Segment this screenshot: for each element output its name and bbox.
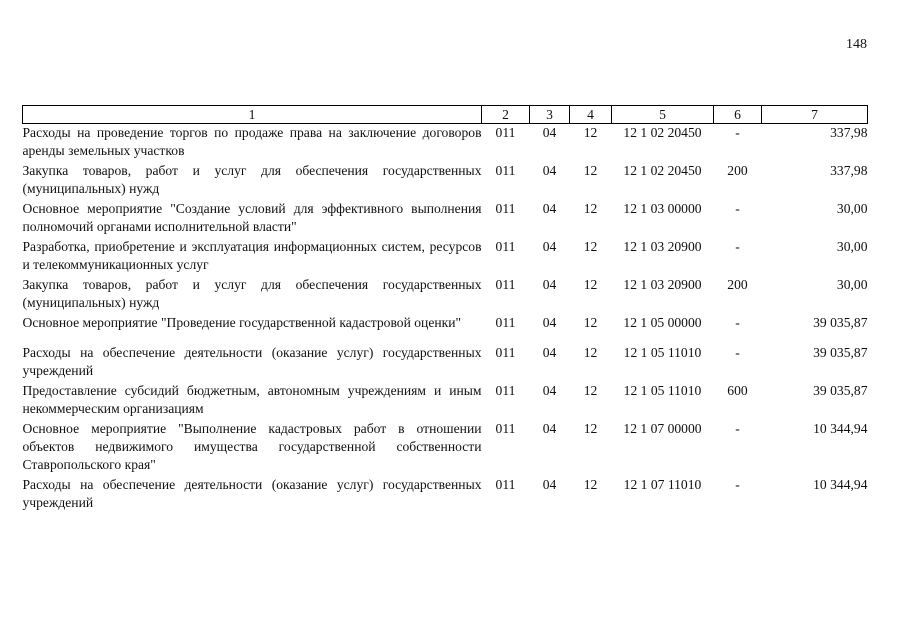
column-header-5: 5 — [612, 106, 714, 124]
row-amount: 10 344,94 — [813, 421, 868, 436]
row-amount: 39 035,87 — [813, 315, 868, 330]
row-code-4: 12 — [583, 315, 598, 330]
row-code-2: 011 — [495, 421, 516, 436]
row-code-5: 12 1 05 11010 — [623, 345, 702, 360]
row-code-2: 011 — [495, 345, 516, 360]
row-amount: 39 035,87 — [813, 345, 868, 360]
column-header-4: 4 — [570, 106, 612, 124]
row-code-4: 12 — [583, 345, 598, 360]
row-code-5: 12 1 07 11010 — [623, 477, 702, 492]
row-code-4: 12 — [583, 239, 598, 254]
row-name: Основное мероприятие "Выполнение кадастровых работ в отношении объектов недвижимого имущества государственной собственности Ставропольского края" — [22, 421, 482, 472]
page-number: 148 — [846, 37, 867, 52]
row-amount: 30,00 — [836, 239, 868, 254]
row-amount: 30,00 — [836, 277, 868, 292]
column-header-1: 1 — [23, 106, 482, 124]
row-code-3: 04 — [542, 383, 557, 398]
row-amount: 30,00 — [836, 201, 868, 216]
row-name: Основное мероприятие "Создание условий для эффективного выполнения полномочий органами исполнительной власти" — [22, 201, 482, 234]
row-name: Расходы на проведение торгов по продаже права на заключение договоров аренды земельных участков — [22, 125, 482, 158]
row-code-5: 12 1 05 11010 — [623, 383, 702, 398]
row-code-2: 011 — [495, 163, 516, 178]
row-code-5: 12 1 02 20450 — [623, 163, 702, 178]
row-code-2: 011 — [495, 277, 516, 292]
row-code-4: 12 — [583, 163, 598, 178]
row-code-5: 12 1 07 00000 — [623, 421, 702, 436]
column-header-6: 6 — [714, 106, 762, 124]
row-code-4: 12 — [583, 477, 598, 492]
table-row — [23, 420, 868, 476]
column-header-7: 7 — [762, 106, 868, 124]
column-header-2: 2 — [482, 106, 530, 124]
row-name: Расходы на обеспечение деятельности (оказание услуг) государственных учреждений — [22, 477, 482, 510]
row-name: Предоставление субсидий бюджетным, автономным учреждениям и иным некоммерческим организациям — [22, 383, 482, 416]
row-amount: 337,98 — [830, 163, 868, 178]
row-amount: 39 035,87 — [813, 383, 868, 398]
row-code-3: 04 — [542, 125, 557, 140]
row-code-6: 200 — [727, 163, 748, 178]
table-row — [23, 476, 868, 514]
row-code-3: 04 — [542, 315, 557, 330]
row-code-2: 011 — [495, 125, 516, 140]
row-code-6: - — [735, 315, 740, 330]
row-code-5: 12 1 05 00000 — [623, 315, 702, 330]
row-code-3: 04 — [542, 163, 557, 178]
row-name: Разработка, приобретение и эксплуатация информационных систем, ресурсов и телекоммуникационных услуг — [22, 239, 482, 272]
table-row — [23, 314, 868, 334]
row-code-6: - — [735, 125, 740, 140]
row-code-6: 600 — [727, 383, 748, 398]
row-code-6: - — [735, 477, 740, 492]
row-code-3: 04 — [542, 239, 557, 254]
table-row — [23, 124, 868, 163]
row-code-5: 12 1 03 00000 — [623, 201, 702, 216]
row-code-6: - — [735, 239, 740, 254]
column-header-3: 3 — [530, 106, 570, 124]
row-code-4: 12 — [583, 383, 598, 398]
row-code-2: 011 — [495, 383, 516, 398]
row-name: Закупка товаров, работ и услуг для обеспечения государственных (муниципальных) нужд — [22, 277, 482, 310]
row-code-6: - — [735, 345, 740, 360]
row-amount: 10 344,94 — [813, 477, 868, 492]
row-code-3: 04 — [542, 277, 557, 292]
row-code-2: 011 — [495, 239, 516, 254]
table-row — [23, 238, 868, 276]
budget-table — [22, 105, 868, 514]
row-name: Основное мероприятие "Проведение государственной кадастровой оценки" — [22, 315, 462, 330]
row-code-4: 12 — [583, 421, 598, 436]
table-row — [23, 200, 868, 238]
table-row — [23, 162, 868, 200]
table-header-row — [23, 106, 868, 124]
row-code-2: 011 — [495, 477, 516, 492]
row-code-5: 12 1 03 20900 — [623, 239, 702, 254]
row-code-2: 011 — [495, 201, 516, 216]
row-name: Расходы на обеспечение деятельности (оказание услуг) государственных учреждений — [22, 345, 482, 378]
table-row — [23, 276, 868, 314]
row-code-4: 12 — [583, 125, 598, 140]
row-code-3: 04 — [542, 477, 557, 492]
row-code-3: 04 — [542, 421, 557, 436]
row-code-6: - — [735, 421, 740, 436]
table-row — [23, 334, 868, 382]
row-name: Закупка товаров, работ и услуг для обеспечения государственных (муниципальных) нужд — [22, 163, 482, 196]
row-code-3: 04 — [542, 345, 557, 360]
row-amount: 337,98 — [830, 125, 868, 140]
table-row — [23, 382, 868, 420]
row-code-4: 12 — [583, 277, 598, 292]
row-code-6: - — [735, 201, 740, 216]
row-code-5: 12 1 02 20450 — [623, 125, 702, 140]
row-code-6: 200 — [727, 277, 748, 292]
row-code-4: 12 — [583, 201, 598, 216]
row-code-2: 011 — [495, 315, 516, 330]
row-code-5: 12 1 03 20900 — [623, 277, 702, 292]
row-code-3: 04 — [542, 201, 557, 216]
